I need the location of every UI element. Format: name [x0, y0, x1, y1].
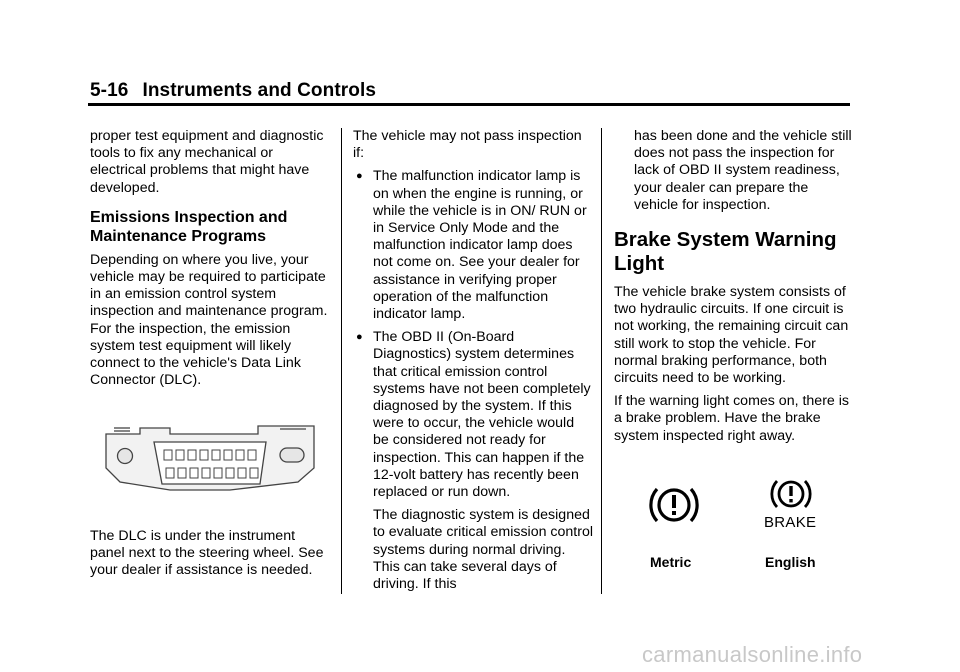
brake-warning-english-icon	[766, 474, 816, 516]
bullet-icon: ●	[356, 170, 363, 183]
paragraph-brake-circuits: The vehicle brake system consists of two hydraulic circuits. If one circuit is not working, the remaining circuit can still work to stop the vehicle. For normal braking performance, both circuits need to be working.	[614, 284, 849, 387]
column-3	[614, 128, 854, 451]
heading-emissions: Emissions Inspection and Maintenance Programs	[90, 208, 288, 245]
bullet-item: ● The malfunction indicator lamp is on when the engine is running, or while the vehicle is in ON/ RUN or in Service Only Mode and the malfunction indicator lamp does not come on. See your dealer for assistance in verifying proper operation of the malfunction indicator lamp.	[356, 168, 587, 323]
page-number: 5-16	[90, 80, 129, 101]
label-metric: Metric	[650, 554, 692, 570]
paragraph-dlc-location: The DLC is under the instrument panel next to the steering wheel. See your dealer if assistance is needed.	[90, 527, 324, 579]
paragraph-brake-warning: If the warning light comes on, there is a brake problem. Have the brake system inspected right away.	[614, 393, 850, 444]
bullet-icon: ●	[356, 331, 363, 344]
column-divider-2	[601, 128, 602, 594]
page-header	[90, 80, 376, 102]
bullet-item: ● The OBD II (On-Board Diagnostics) system determines that critical emission control systems have not been completely diagnosed by the system. If this were to occur, the vehicle would be considered not ready for inspection. This can happen if the 12-volt battery has recently been replaced or run down.	[356, 329, 591, 501]
column-1	[90, 128, 330, 585]
paragraph-emissions: Depending on where you live, your vehicle may be required to participate in an emission control system inspection and maintenance program. For the inspection, the emission system test equipment will likely connect to the vehicle's Data Link Connector (DLC).	[90, 251, 328, 389]
brake-symbols-figure	[640, 470, 850, 580]
heading-brake-warning: Brake System Warning Light	[614, 228, 837, 276]
paragraph-inspection-intro: The vehicle may not pass inspection if:	[353, 128, 582, 162]
column-2	[353, 128, 593, 599]
label-english: English	[765, 554, 816, 570]
paragraph-diagnostic-system: The diagnostic system is designed to evaluate critical emission control systems during normal driving. This can take several days of driving. If this	[373, 507, 594, 593]
section-title: Instruments and Controls	[142, 80, 377, 101]
brake-symbol-text: BRAKE	[764, 514, 817, 531]
dlc-connector-illustration	[100, 420, 320, 500]
inspection-bullet-list	[353, 168, 593, 501]
paragraph-continued: has been done and the vehicle still does not pass the inspection for lack of OBD II system readiness, your dealer can prepare the vehicle for inspection.	[634, 128, 852, 213]
paragraph-tools: proper test equipment and diagnostic tools to fix any mechanical or electrical problems that might have developed.	[90, 128, 324, 196]
watermark-text: carmanualsonline.info	[642, 642, 863, 667]
brake-warning-metric-icon	[644, 480, 704, 530]
column-divider-1	[341, 128, 342, 594]
header-rule	[88, 103, 850, 106]
